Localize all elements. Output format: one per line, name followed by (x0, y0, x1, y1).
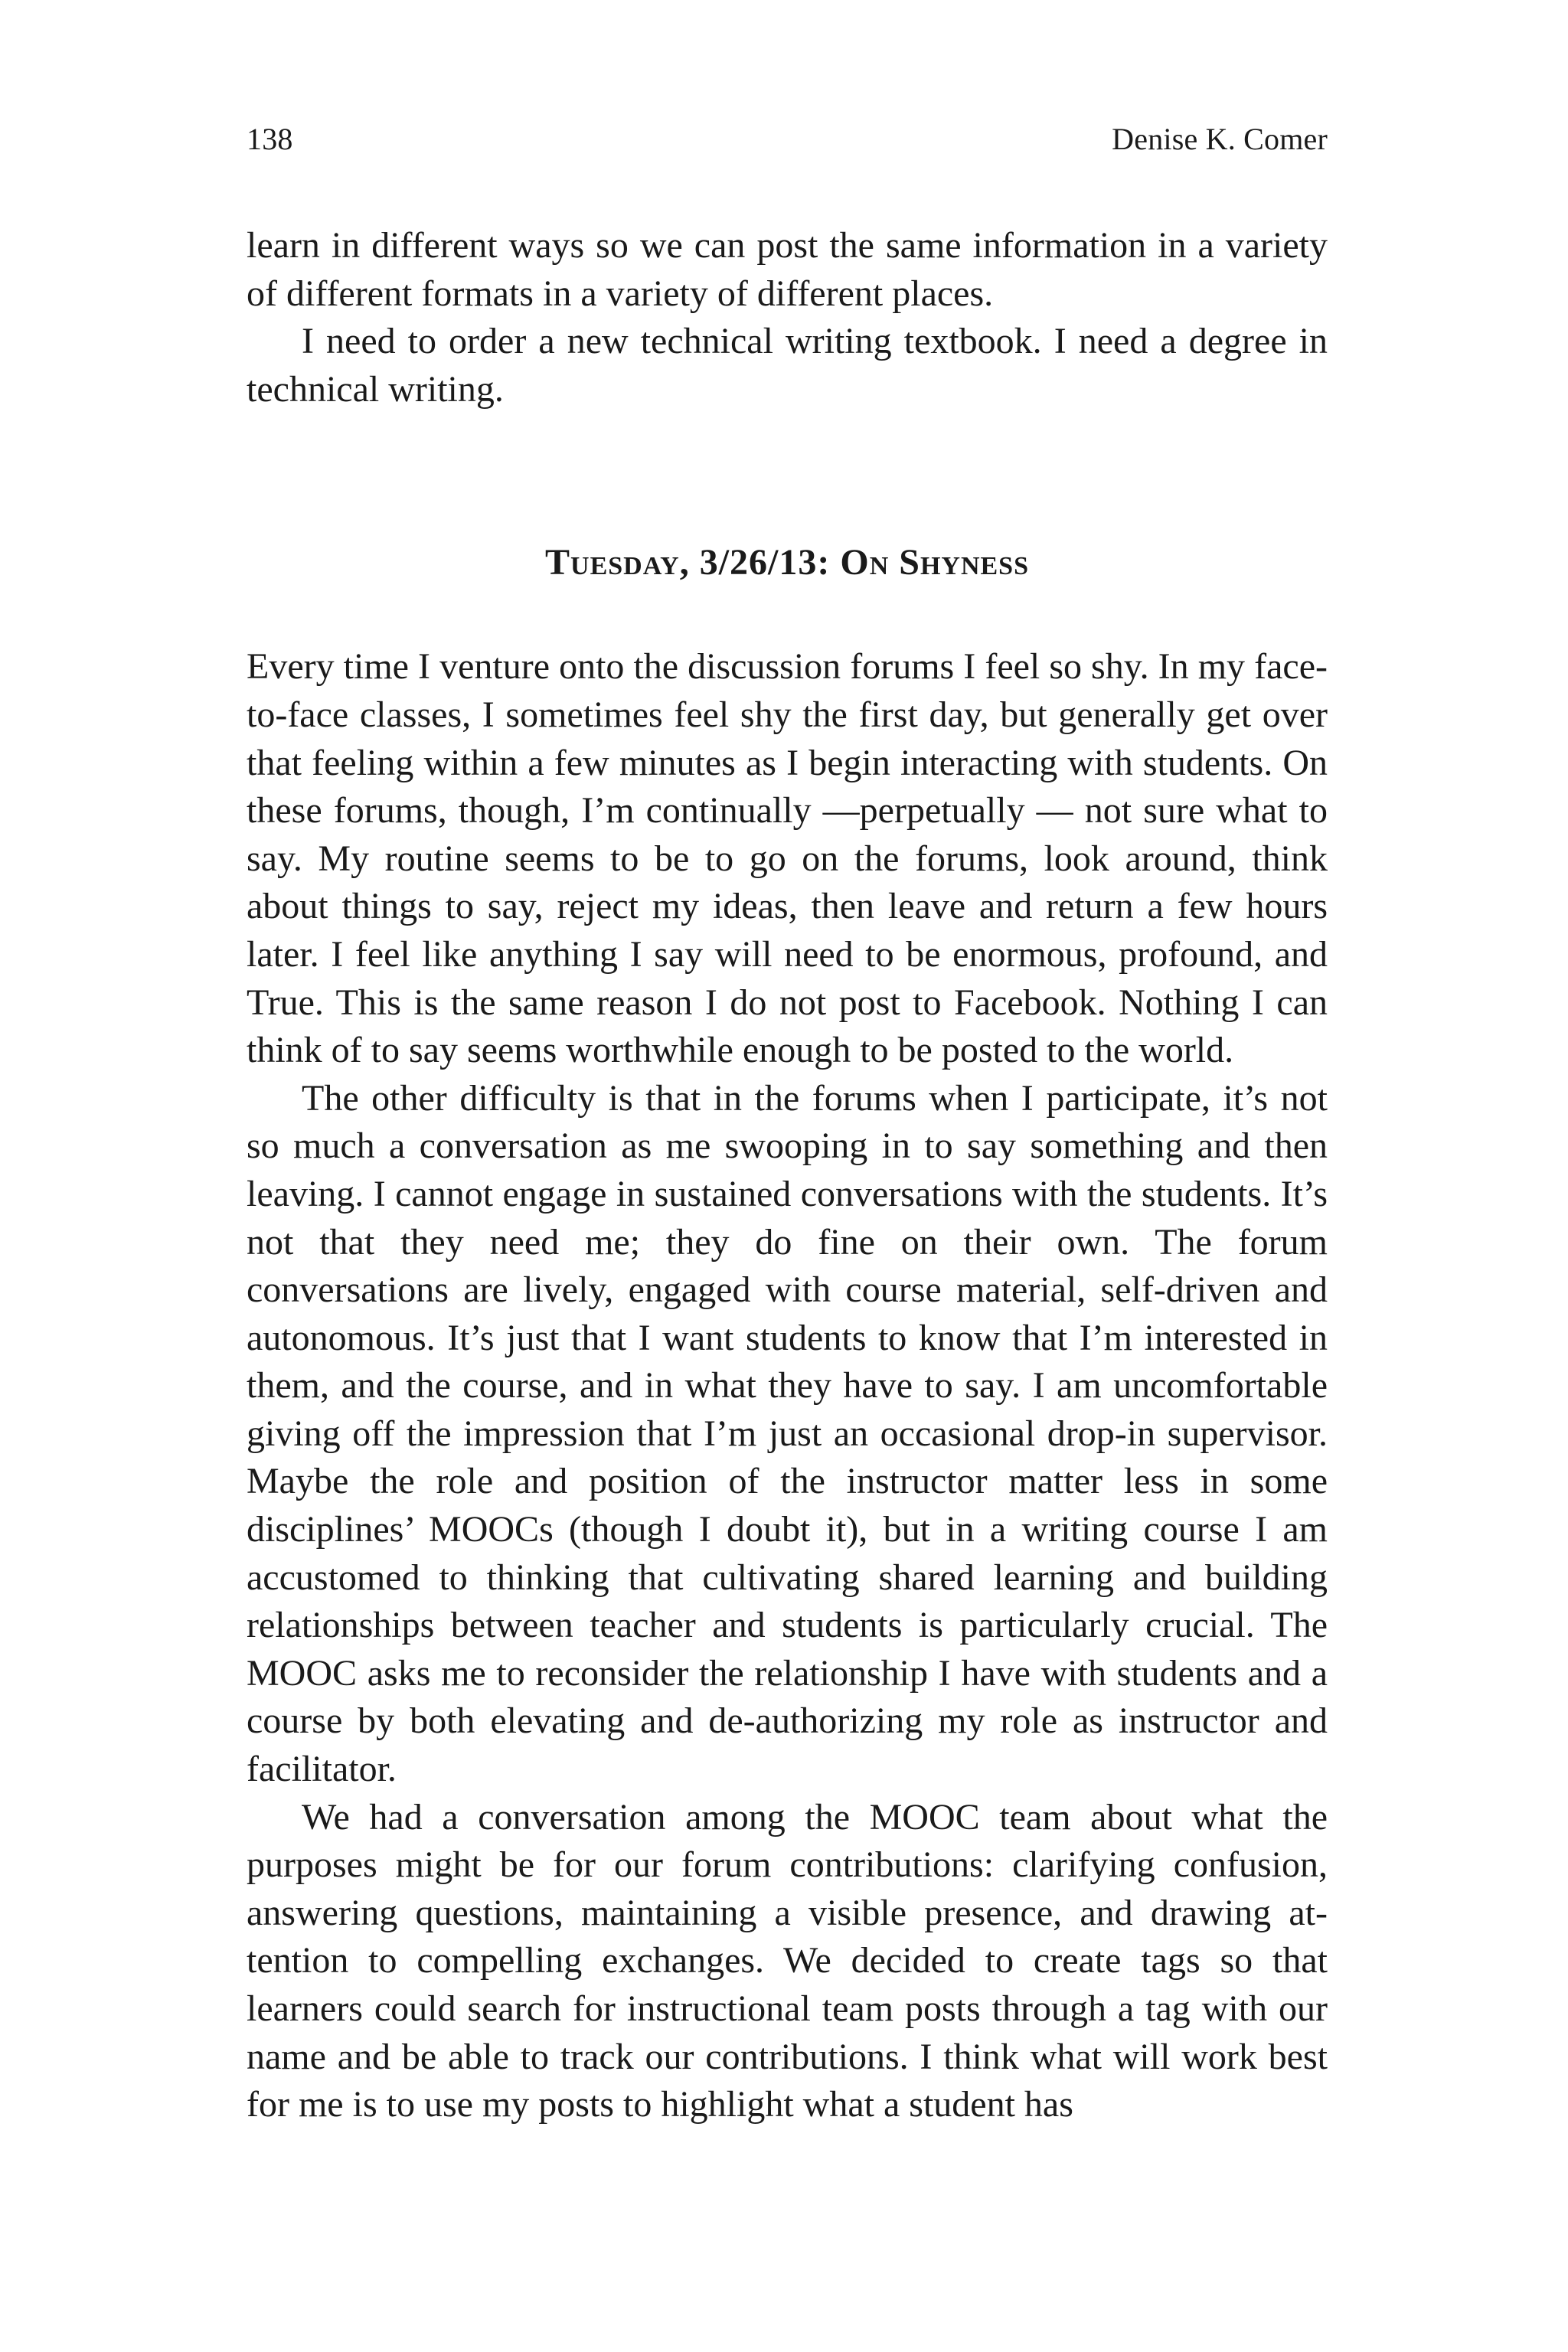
page-body (247, 222, 1328, 2129)
page-number: 138 (247, 122, 293, 156)
author-name: Denise K. Comer (1112, 122, 1328, 156)
section-paragraph-1: Every time I venture onto the discussion forums I feel so shy. In my face-to-face classes, I sometimes feel shy the first day, but generally get over that feeling within a few minutes as I begin interacting with students. On these forums, though, I’m continually —perpetually — not sure what to say. My routine seems to be to go on the forums, look around, think about things to say, reject my ideas, then leave and return a few hours later. I feel like anything I say will need to be enormous, profound, and True. This is the same reason I do not post to Facebook. Nothing I can think of to say seems worthwhile enough to be posted to the world. (247, 646, 1328, 1071)
section-paragraph-3: We had a conversation among the MOOC team about what the purposes might be for our forum contributions: clarifying confusion, answering questions, maintaining a visible presence, and drawing attention to compelling exchanges. We decided to create tags so that learners could search for instructional team posts through a tag with our name and be able to track our contributions. I think what will work best for me is to use my posts to highlight what a student has (247, 1796, 1328, 2125)
running-head (247, 121, 1328, 158)
section-paragraph-2: The other difficulty is that in the forums when I participate, it’s not so much a conversation as me swooping in to say something and then leaving. I cannot engage in sustained conversations with the students. It’s not that they need me; they do fine on their own. The forum conversations are lively, engaged with course material, self-driven and autonomous. It’s just that I want students to know that I’m interested in them, and the course, and in what they have to say. I am uncomfortable giving off the impression that I’m just an occasional drop-in supervisor. Maybe the role and position of the instructor matter less in some disciplines’ MOOCs (though I doubt it), but in a writing course I am accustomed to thinking that cultivating shared learning and building relationships between teacher and students is particularly crucial. The MOOC asks me to reconsider the relationship I have with students and a course by both elevating and de-authorizing my role as instructor and facilitator. (247, 1077, 1328, 1790)
intro-paragraph-2: I need to order a new technical writing textbook. I need a degree in technical writing. (247, 321, 1328, 410)
section-heading: Tuesday, 3/26/13: On Shyness (545, 542, 1029, 583)
intro-paragraph-1: learn in different ways so we can post the same information in a variety of different formats in a variety of different places. (247, 225, 1328, 314)
